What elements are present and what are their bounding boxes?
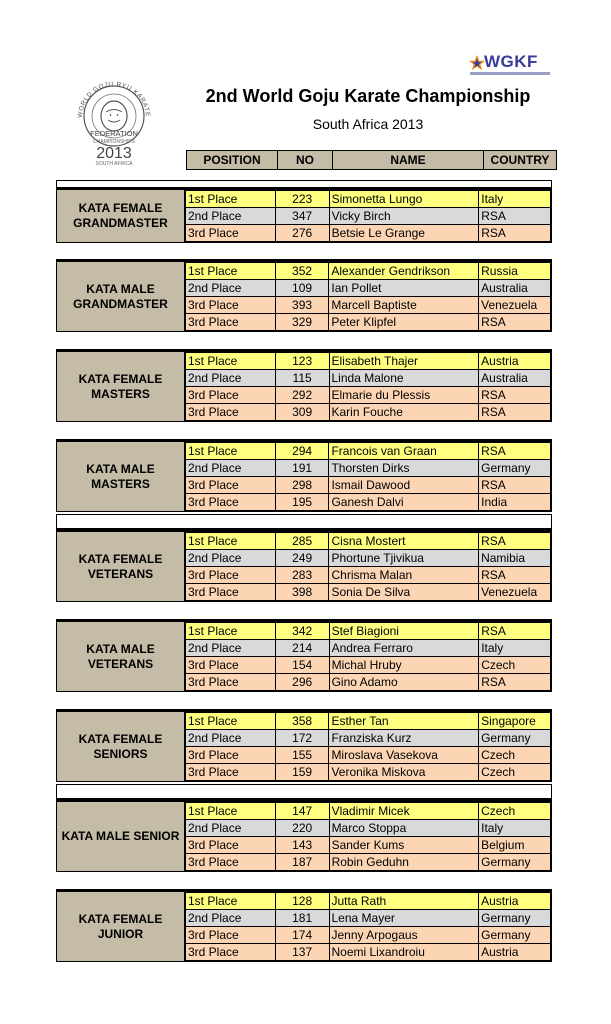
name-cell: Veronika Miskova [329, 764, 479, 781]
position-cell: 3rd Place [186, 837, 276, 854]
category-label: KATA MALE VETERANS [57, 622, 185, 691]
table-row [186, 477, 551, 494]
name-cell: Sonia De Silva [329, 584, 479, 601]
category-block [56, 799, 552, 872]
logo-arc-text: WORLD GOJU RYU KARATE [76, 80, 152, 119]
table-row [186, 314, 551, 331]
name-cell: Peter Klipfel [329, 314, 479, 331]
country-cell: Italy [479, 640, 551, 657]
position-cell: 2nd Place [186, 820, 276, 837]
table-row [186, 297, 551, 314]
spacer-row [56, 784, 552, 799]
name-cell: Elisabeth Thajer [329, 353, 479, 370]
table-row [186, 910, 551, 927]
spacer-row [56, 602, 552, 616]
number-cell: 342 [275, 623, 329, 640]
position-cell: 1st Place [186, 191, 276, 208]
spacer-row [56, 422, 552, 436]
position-cell: 3rd Place [186, 225, 276, 242]
category-label: KATA FEMALE VETERANS [57, 532, 185, 601]
logo-year: 2013 [96, 145, 132, 162]
name-cell: Stef Biagioni [329, 623, 479, 640]
table-row [186, 623, 551, 640]
number-cell: 143 [275, 837, 329, 854]
category-label: KATA FEMALE JUNIOR [57, 892, 185, 961]
table-row [186, 370, 551, 387]
number-cell: 195 [275, 494, 329, 511]
country-cell: Czech [479, 764, 551, 781]
category-block [56, 889, 552, 962]
name-cell: Marcell Baptiste [329, 297, 479, 314]
name-cell: Sander Kums [329, 837, 479, 854]
logo-line1: FEDERATION [90, 129, 138, 138]
position-cell: 3rd Place [186, 764, 276, 781]
country-cell: Germany [479, 927, 551, 944]
number-cell: 393 [275, 297, 329, 314]
table-row [186, 460, 551, 477]
position-cell: 3rd Place [186, 567, 276, 584]
number-cell: 187 [275, 854, 329, 871]
country-cell: India [479, 494, 551, 511]
table-row [186, 494, 551, 511]
name-cell: Simonetta Lungo [329, 191, 479, 208]
header-no: NO [278, 151, 333, 170]
position-cell: 3rd Place [186, 314, 276, 331]
position-cell: 1st Place [186, 713, 276, 730]
country-cell: Belgium [479, 837, 551, 854]
country-cell: RSA [479, 443, 551, 460]
number-cell: 358 [275, 713, 329, 730]
table-row [186, 854, 551, 871]
category-label: KATA FEMALE SENIORS [57, 712, 185, 781]
number-cell: 128 [275, 893, 329, 910]
results-table [185, 892, 551, 961]
table-row [186, 730, 551, 747]
name-cell: Linda Malone [329, 370, 479, 387]
number-cell: 115 [275, 370, 329, 387]
position-cell: 2nd Place [186, 460, 276, 477]
position-cell: 1st Place [186, 893, 276, 910]
results-table [185, 352, 551, 421]
table-row [186, 944, 551, 961]
header-country: COUNTRY [484, 151, 557, 170]
number-cell: 181 [275, 910, 329, 927]
svg-text:WORLD GOJU RYU KARATE [77, 81, 151, 118]
table-row [186, 584, 551, 601]
country-cell: Austria [479, 893, 551, 910]
table-row [186, 927, 551, 944]
results-table [185, 442, 551, 511]
name-cell: Miroslava Vasekova [329, 747, 479, 764]
header-name: NAME [333, 151, 484, 170]
country-cell: Russia [479, 263, 551, 280]
name-cell: Jutta Rath [329, 893, 479, 910]
position-cell: 3rd Place [186, 944, 276, 961]
number-cell: 398 [275, 584, 329, 601]
name-cell: Jenny Arpogaus [329, 927, 479, 944]
position-cell: 3rd Place [186, 747, 276, 764]
number-cell: 329 [275, 314, 329, 331]
number-cell: 285 [275, 533, 329, 550]
number-cell: 174 [275, 927, 329, 944]
name-cell: Alexander Gendrikson [329, 263, 479, 280]
country-cell: Australia [479, 370, 551, 387]
position-cell: 2nd Place [186, 730, 276, 747]
country-cell: RSA [479, 387, 551, 404]
country-cell: Czech [479, 747, 551, 764]
country-cell: Venezuela [479, 584, 551, 601]
table-row [186, 893, 551, 910]
table-row [186, 837, 551, 854]
name-cell: Noemi Lixandroiu [329, 944, 479, 961]
position-cell: 2nd Place [186, 208, 276, 225]
number-cell: 191 [275, 460, 329, 477]
position-cell: 1st Place [186, 533, 276, 550]
number-cell: 159 [275, 764, 329, 781]
position-cell: 3rd Place [186, 387, 276, 404]
table-row [186, 567, 551, 584]
name-cell: Esther Tan [329, 713, 479, 730]
category-block [56, 619, 552, 692]
country-cell: RSA [479, 208, 551, 225]
country-cell: RSA [479, 674, 551, 691]
number-cell: 123 [275, 353, 329, 370]
position-cell: 2nd Place [186, 370, 276, 387]
page-subtitle: South Africa 2013 [312, 116, 424, 132]
country-cell: Germany [479, 460, 551, 477]
name-cell: Michal Hruby [329, 657, 479, 674]
name-cell: Gino Adamo [329, 674, 479, 691]
position-cell: 1st Place [186, 443, 276, 460]
number-cell: 352 [275, 263, 329, 280]
position-cell: 1st Place [186, 623, 276, 640]
name-cell: Thorsten Dirks [329, 460, 479, 477]
results-table [185, 622, 551, 691]
table-row [186, 225, 551, 242]
column-header [186, 150, 557, 170]
name-cell: Lena Mayer [329, 910, 479, 927]
country-cell: RSA [479, 225, 551, 242]
wgkf-logo [468, 50, 550, 80]
position-cell: 2nd Place [186, 910, 276, 927]
name-cell: Robin Geduhn [329, 854, 479, 871]
country-cell: RSA [479, 404, 551, 421]
name-cell: Cisna Mostert [329, 533, 479, 550]
number-cell: 347 [275, 208, 329, 225]
spacer-row [56, 332, 552, 346]
position-cell: 1st Place [186, 803, 276, 820]
category-block [56, 439, 552, 512]
spacer-row [56, 243, 552, 257]
results-table [185, 802, 551, 871]
name-cell: Ismail Dawood [329, 477, 479, 494]
logo-line2: CHAMPIONSHIPS [93, 139, 135, 145]
country-cell: Germany [479, 910, 551, 927]
category-label: KATA MALE GRANDMASTER [57, 262, 185, 331]
position-cell: 1st Place [186, 353, 276, 370]
spacer-row [56, 692, 552, 706]
country-cell: Australia [479, 280, 551, 297]
spacer-row [56, 872, 552, 886]
table-row [186, 674, 551, 691]
table-row [186, 803, 551, 820]
country-cell: Venezuela [479, 297, 551, 314]
results-table [185, 190, 551, 242]
name-cell: Vicky Birch [329, 208, 479, 225]
wgkf-text: WGKF [484, 52, 538, 71]
category-label: KATA FEMALE MASTERS [57, 352, 185, 421]
number-cell: 172 [275, 730, 329, 747]
table-row [186, 387, 551, 404]
results-table [185, 262, 551, 331]
category-block [56, 259, 552, 332]
results-table [185, 712, 551, 781]
table-row [186, 263, 551, 280]
number-cell: 214 [275, 640, 329, 657]
position-cell: 3rd Place [186, 477, 276, 494]
number-cell: 298 [275, 477, 329, 494]
country-cell: RSA [479, 314, 551, 331]
number-cell: 147 [275, 803, 329, 820]
country-cell: RSA [479, 567, 551, 584]
category-label: KATA FEMALE GRANDMASTER [57, 190, 185, 242]
name-cell: Andrea Ferraro [329, 640, 479, 657]
table-row [186, 640, 551, 657]
name-cell: Chrisma Malan [329, 567, 479, 584]
table-row [186, 443, 551, 460]
name-cell: Vladimir Micek [329, 803, 479, 820]
number-cell: 309 [275, 404, 329, 421]
country-cell: Italy [479, 191, 551, 208]
position-cell: 2nd Place [186, 280, 276, 297]
table-row [186, 353, 551, 370]
number-cell: 292 [275, 387, 329, 404]
country-cell: RSA [479, 623, 551, 640]
country-cell: Italy [479, 820, 551, 837]
number-cell: 155 [275, 747, 329, 764]
name-cell: Franziska Kurz [329, 730, 479, 747]
category-block [56, 529, 552, 602]
position-cell: 3rd Place [186, 657, 276, 674]
category-block [56, 349, 552, 422]
number-cell: 249 [275, 550, 329, 567]
table-row [186, 404, 551, 421]
country-cell: Austria [479, 944, 551, 961]
country-cell: RSA [479, 533, 551, 550]
country-cell: Germany [479, 854, 551, 871]
name-cell: Francois van Graan [329, 443, 479, 460]
number-cell: 283 [275, 567, 329, 584]
number-cell: 154 [275, 657, 329, 674]
logo-location: SOUTH AFRICA [95, 161, 133, 167]
category-label: KATA MALE SENIOR [57, 802, 185, 871]
country-cell: Namibia [479, 550, 551, 567]
number-cell: 223 [275, 191, 329, 208]
name-cell: Ian Pollet [329, 280, 479, 297]
country-cell: Czech [479, 803, 551, 820]
position-cell: 3rd Place [186, 584, 276, 601]
number-cell: 109 [275, 280, 329, 297]
number-cell: 276 [275, 225, 329, 242]
table-row [186, 280, 551, 297]
country-cell: RSA [479, 477, 551, 494]
position-cell: 3rd Place [186, 854, 276, 871]
table-row [186, 191, 551, 208]
name-cell: Phortune Tjivikua [329, 550, 479, 567]
position-cell: 2nd Place [186, 640, 276, 657]
table-row [186, 747, 551, 764]
name-cell: Betsie Le Grange [329, 225, 479, 242]
position-cell: 2nd Place [186, 550, 276, 567]
number-cell: 137 [275, 944, 329, 961]
table-row [186, 713, 551, 730]
table-row [186, 208, 551, 225]
category-block [56, 709, 552, 782]
country-cell: Germany [479, 730, 551, 747]
position-cell: 3rd Place [186, 674, 276, 691]
page-title: 2nd World Goju Karate Championship [205, 86, 531, 106]
category-block [56, 187, 552, 243]
name-cell: Ganesh Dalvi [329, 494, 479, 511]
results-table [185, 532, 551, 601]
number-cell: 294 [275, 443, 329, 460]
category-label: KATA MALE MASTERS [57, 442, 185, 511]
table-row [186, 550, 551, 567]
position-cell: 3rd Place [186, 927, 276, 944]
position-cell: 3rd Place [186, 297, 276, 314]
country-cell: Austria [479, 353, 551, 370]
name-cell: Karin Fouche [329, 404, 479, 421]
position-cell: 1st Place [186, 263, 276, 280]
table-row [186, 820, 551, 837]
federation-logo [70, 74, 158, 170]
table-row [186, 533, 551, 550]
name-cell: Elmarie du Plessis [329, 387, 479, 404]
country-cell: Singapore [479, 713, 551, 730]
wgkf-tagline [470, 72, 550, 75]
table-row [186, 764, 551, 781]
country-cell: Czech [479, 657, 551, 674]
position-cell: 3rd Place [186, 494, 276, 511]
position-cell: 3rd Place [186, 404, 276, 421]
name-cell: Marco Stoppa [329, 820, 479, 837]
header-position: POSITION [187, 151, 278, 170]
number-cell: 296 [275, 674, 329, 691]
table-row [186, 657, 551, 674]
number-cell: 220 [275, 820, 329, 837]
spacer-row [56, 514, 552, 529]
